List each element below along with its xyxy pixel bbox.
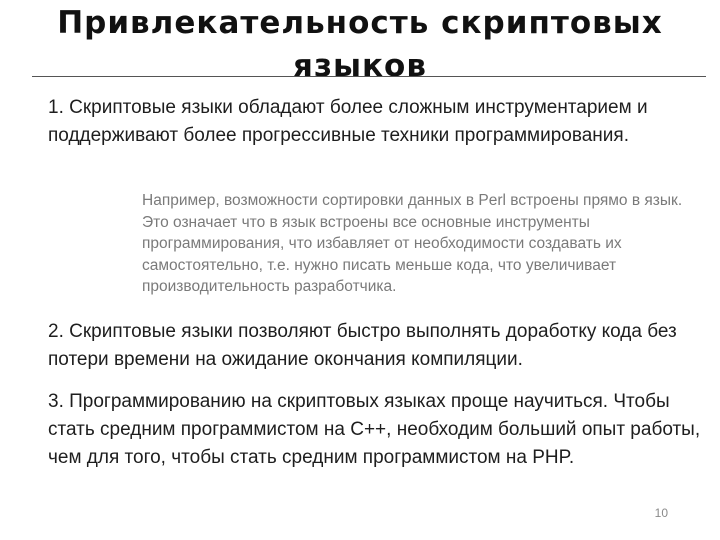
page-number: 10 <box>654 506 668 520</box>
slide-title: Привлекательность скриптовых языков <box>57 5 663 84</box>
title-divider <box>32 76 706 77</box>
example-text: Например, возможности сортировки данных в Perl встроены прямо в язык. Это означает что в язык встроены все основные инструменты программирования, что избавляет от необходимости создавать их самостоятельно, т.е. нужно писать меньше кода, что увеличивает производительность разработчика. <box>142 192 683 296</box>
point-1-text: 1. Скриптовые языки обладают более сложным инструментарием и поддерживают более прогрессивные техники программирования. <box>48 97 648 146</box>
point-2-text: 2. Скриптовые языки позволяют быстро выполнять доработку кода без потери времени на ожидание окончания компиляции. <box>48 321 677 370</box>
point-3-text: 3. Программированию на скриптовых языках проще научиться. Чтобы стать средним программистом на C++, необходим больший опыт работы, чем для того, чтобы стать средним программистом на PHP. <box>48 391 701 468</box>
